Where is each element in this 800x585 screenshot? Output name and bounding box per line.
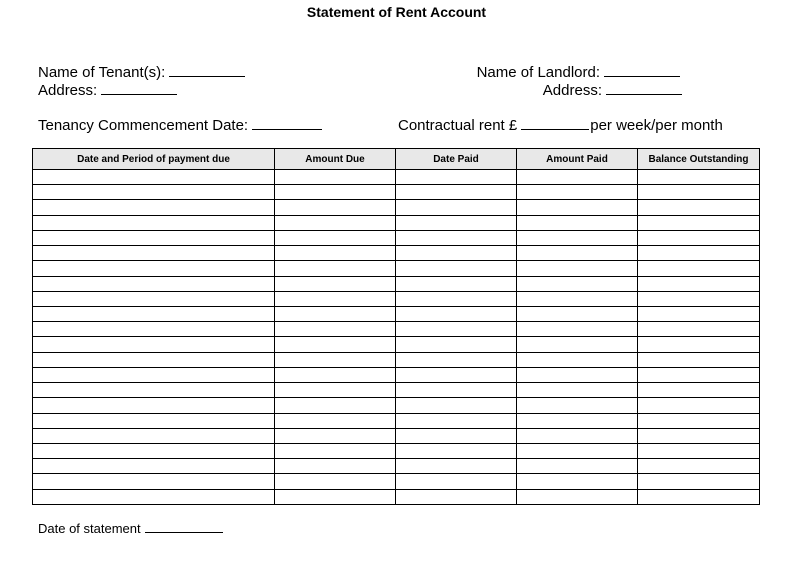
table-cell[interactable] bbox=[517, 230, 638, 245]
table-cell[interactable] bbox=[396, 337, 517, 352]
table-cell[interactable] bbox=[33, 489, 275, 504]
contractual-rent-suffix: per week/per month bbox=[590, 117, 723, 134]
table-row bbox=[33, 474, 760, 489]
table-cell[interactable] bbox=[33, 200, 275, 215]
table-cell[interactable] bbox=[275, 215, 396, 230]
table-cell[interactable] bbox=[517, 261, 638, 276]
table-cell[interactable] bbox=[638, 291, 760, 306]
landlord-address-field bbox=[440, 82, 682, 100]
table-cell[interactable] bbox=[638, 489, 760, 504]
column-header-amount-due: Amount Due bbox=[275, 149, 396, 170]
commencement-date-blank[interactable] bbox=[252, 117, 322, 130]
table-cell[interactable] bbox=[275, 398, 396, 413]
landlord-name-field bbox=[440, 64, 680, 82]
table-cell[interactable] bbox=[517, 489, 638, 504]
table-cell[interactable] bbox=[396, 276, 517, 291]
table-row bbox=[33, 322, 760, 337]
table-row bbox=[33, 337, 760, 352]
table-cell[interactable] bbox=[396, 383, 517, 398]
table-cell[interactable] bbox=[275, 337, 396, 352]
table-cell[interactable] bbox=[638, 383, 760, 398]
column-header-date-paid: Date Paid bbox=[396, 149, 517, 170]
table-cell[interactable] bbox=[638, 352, 760, 367]
table-cell[interactable] bbox=[517, 443, 638, 458]
table-cell[interactable] bbox=[638, 443, 760, 458]
table-cell[interactable] bbox=[33, 185, 275, 200]
table-row bbox=[33, 276, 760, 291]
table-cell[interactable] bbox=[396, 291, 517, 306]
statement-date-field bbox=[38, 521, 223, 536]
table-header-row bbox=[33, 149, 760, 170]
column-header-amount-paid: Amount Paid bbox=[517, 149, 638, 170]
table-cell[interactable] bbox=[517, 459, 638, 474]
table-cell[interactable] bbox=[396, 428, 517, 443]
landlord-address-label: Address: bbox=[542, 82, 602, 99]
table-row bbox=[33, 215, 760, 230]
table-cell[interactable] bbox=[396, 443, 517, 458]
table-cell[interactable] bbox=[517, 367, 638, 382]
table-cell[interactable] bbox=[275, 474, 396, 489]
table-cell[interactable] bbox=[396, 474, 517, 489]
table-cell[interactable] bbox=[275, 246, 396, 261]
table-row bbox=[33, 489, 760, 504]
table-cell[interactable] bbox=[396, 306, 517, 321]
table-cell[interactable] bbox=[517, 170, 638, 185]
tenant-name-label: Name of Tenant(s): bbox=[38, 64, 166, 81]
table-cell[interactable] bbox=[275, 428, 396, 443]
table-cell[interactable] bbox=[638, 459, 760, 474]
table-cell[interactable] bbox=[517, 337, 638, 352]
table-cell[interactable] bbox=[396, 322, 517, 337]
table-cell[interactable] bbox=[638, 306, 760, 321]
table-row bbox=[33, 459, 760, 474]
table-cell[interactable] bbox=[517, 352, 638, 367]
table-row bbox=[33, 306, 760, 321]
table-cell[interactable] bbox=[396, 185, 517, 200]
table-cell[interactable] bbox=[33, 306, 275, 321]
table-cell[interactable] bbox=[396, 215, 517, 230]
table-cell[interactable] bbox=[33, 322, 275, 337]
landlord-address-blank[interactable] bbox=[606, 82, 682, 95]
table-row bbox=[33, 291, 760, 306]
table-row bbox=[33, 246, 760, 261]
table-cell[interactable] bbox=[396, 230, 517, 245]
statement-date-blank[interactable] bbox=[145, 521, 223, 533]
table-row bbox=[33, 200, 760, 215]
table-cell[interactable] bbox=[517, 276, 638, 291]
table-cell[interactable] bbox=[33, 246, 275, 261]
table-cell[interactable] bbox=[275, 200, 396, 215]
table-cell[interactable] bbox=[517, 428, 638, 443]
table-cell[interactable] bbox=[638, 413, 760, 428]
contractual-rent-field bbox=[398, 117, 723, 135]
table-row bbox=[33, 261, 760, 276]
table-cell[interactable] bbox=[33, 352, 275, 367]
landlord-name-blank[interactable] bbox=[604, 64, 680, 77]
table-cell[interactable] bbox=[33, 443, 275, 458]
table-cell[interactable] bbox=[638, 398, 760, 413]
table-cell[interactable] bbox=[517, 215, 638, 230]
commencement-date-label: Tenancy Commencement Date: bbox=[38, 117, 249, 134]
table-cell[interactable] bbox=[517, 246, 638, 261]
column-header-date-period: Date and Period of payment due bbox=[33, 149, 275, 170]
table-row bbox=[33, 428, 760, 443]
landlord-name-label: Name of Landlord: bbox=[476, 64, 600, 81]
table-cell[interactable] bbox=[638, 215, 760, 230]
table-cell[interactable] bbox=[638, 337, 760, 352]
table-cell[interactable] bbox=[33, 261, 275, 276]
table-cell[interactable] bbox=[33, 383, 275, 398]
table-cell[interactable] bbox=[396, 398, 517, 413]
table-cell[interactable] bbox=[396, 489, 517, 504]
tenant-address-label: Address: bbox=[38, 82, 98, 99]
table-cell[interactable] bbox=[275, 322, 396, 337]
table-cell[interactable] bbox=[638, 246, 760, 261]
table-cell[interactable] bbox=[638, 185, 760, 200]
table-cell[interactable] bbox=[638, 230, 760, 245]
table-cell[interactable] bbox=[517, 322, 638, 337]
contractual-rent-label: Contractual rent £ bbox=[398, 117, 518, 134]
table-cell[interactable] bbox=[638, 474, 760, 489]
table-cell[interactable] bbox=[275, 291, 396, 306]
table-cell[interactable] bbox=[638, 322, 760, 337]
rent-account-table bbox=[32, 148, 760, 505]
table-cell[interactable] bbox=[396, 200, 517, 215]
table-cell[interactable] bbox=[396, 459, 517, 474]
table-cell[interactable] bbox=[275, 230, 396, 245]
table-cell[interactable] bbox=[275, 170, 396, 185]
table-row bbox=[33, 398, 760, 413]
tenant-name-blank[interactable] bbox=[169, 64, 245, 77]
table-cell[interactable] bbox=[638, 428, 760, 443]
table-cell[interactable] bbox=[275, 413, 396, 428]
table-cell[interactable] bbox=[33, 230, 275, 245]
table-cell[interactable] bbox=[517, 185, 638, 200]
table-cell[interactable] bbox=[33, 459, 275, 474]
table-row bbox=[33, 185, 760, 200]
table-cell[interactable] bbox=[275, 276, 396, 291]
table-cell[interactable] bbox=[517, 398, 638, 413]
table-cell[interactable] bbox=[33, 291, 275, 306]
table-cell[interactable] bbox=[33, 215, 275, 230]
contractual-rent-blank[interactable] bbox=[521, 117, 589, 130]
tenant-address-blank[interactable] bbox=[101, 82, 177, 95]
table-row bbox=[33, 383, 760, 398]
table-cell[interactable] bbox=[275, 443, 396, 458]
table-cell[interactable] bbox=[275, 185, 396, 200]
table-cell[interactable] bbox=[275, 261, 396, 276]
column-header-balance-outstanding: Balance Outstanding bbox=[638, 149, 760, 170]
table-cell[interactable] bbox=[396, 261, 517, 276]
table-cell[interactable] bbox=[275, 306, 396, 321]
table-cell[interactable] bbox=[517, 413, 638, 428]
table-cell[interactable] bbox=[275, 489, 396, 504]
table-cell[interactable] bbox=[517, 474, 638, 489]
table-cell[interactable] bbox=[33, 474, 275, 489]
table-cell[interactable] bbox=[33, 367, 275, 382]
page-title: Statement of Rent Account bbox=[306, 4, 487, 20]
table-cell[interactable] bbox=[33, 398, 275, 413]
table-row bbox=[33, 413, 760, 428]
table-row bbox=[33, 170, 760, 185]
table-cell[interactable] bbox=[638, 170, 760, 185]
table-cell[interactable] bbox=[638, 200, 760, 215]
tenant-name-field bbox=[38, 64, 245, 82]
table-row bbox=[33, 367, 760, 382]
table-row bbox=[33, 352, 760, 367]
table-cell[interactable] bbox=[275, 459, 396, 474]
table-cell[interactable] bbox=[396, 352, 517, 367]
table-cell[interactable] bbox=[396, 413, 517, 428]
table-cell[interactable] bbox=[33, 413, 275, 428]
table-cell[interactable] bbox=[396, 367, 517, 382]
table-cell[interactable] bbox=[396, 246, 517, 261]
table-cell[interactable] bbox=[638, 261, 760, 276]
table-cell[interactable] bbox=[275, 352, 396, 367]
table-cell[interactable] bbox=[517, 200, 638, 215]
table-body bbox=[33, 170, 760, 505]
table-cell[interactable] bbox=[33, 337, 275, 352]
table-cell[interactable] bbox=[33, 428, 275, 443]
table-row bbox=[33, 443, 760, 458]
table-cell[interactable] bbox=[33, 276, 275, 291]
table-cell[interactable] bbox=[517, 383, 638, 398]
table-cell[interactable] bbox=[638, 276, 760, 291]
tenant-address-field bbox=[38, 82, 177, 100]
table-cell[interactable] bbox=[638, 367, 760, 382]
table-cell[interactable] bbox=[517, 291, 638, 306]
commencement-date-field bbox=[38, 117, 322, 135]
table-cell[interactable] bbox=[33, 170, 275, 185]
table-row bbox=[33, 230, 760, 245]
table-cell[interactable] bbox=[275, 367, 396, 382]
statement-date-label: Date of statement bbox=[38, 521, 141, 536]
table-cell[interactable] bbox=[275, 383, 396, 398]
table-cell[interactable] bbox=[396, 170, 517, 185]
table-cell[interactable] bbox=[517, 306, 638, 321]
